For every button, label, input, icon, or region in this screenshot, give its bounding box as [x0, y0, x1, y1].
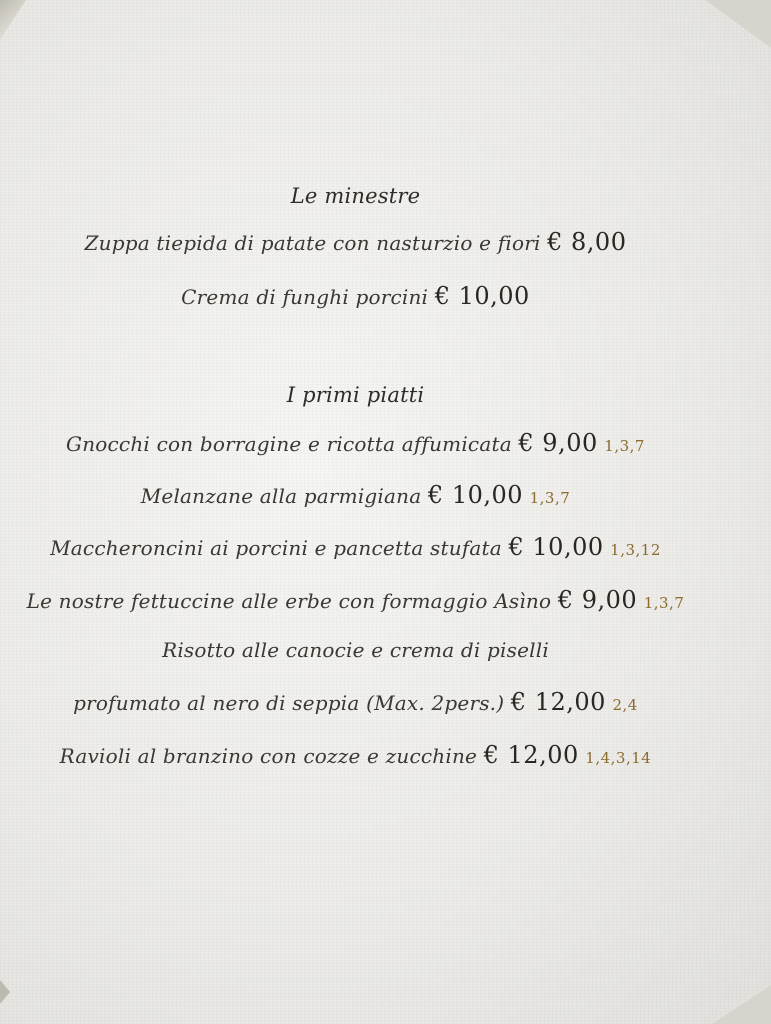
- menu-item: [0, 429, 711, 457]
- dish-price: € 10,00: [508, 533, 604, 561]
- dish-price: € 10,00: [434, 282, 530, 310]
- dish-name: Gnocchi con borragine e ricotta affumicata: [66, 432, 512, 456]
- menu-item: [0, 282, 711, 310]
- dish-name: Maccheroncini ai porcini e pancetta stufata: [50, 536, 502, 560]
- menu-item: [0, 688, 711, 716]
- dish-name: Le nostre fettuccine alle erbe con formaggio Asìno: [26, 589, 552, 613]
- dish-name: profumato al nero di seppia (Max. 2pers.): [73, 691, 505, 715]
- allergen-codes: 1,3,7: [604, 437, 645, 455]
- allergen-codes: 1,3,12: [610, 541, 661, 559]
- section-heading-minestre: Le minestre: [290, 184, 421, 208]
- dish-name: Crema di funghi porcini: [181, 285, 429, 309]
- allergen-codes: 1,3,7: [643, 594, 685, 612]
- section-heading-primi: I primi piatti: [286, 383, 425, 407]
- menu-item: [0, 586, 711, 614]
- menu-item: [0, 533, 711, 561]
- dish-name: Ravioli al branzino con cozze e zucchine: [59, 744, 478, 768]
- dish-price: € 9,00: [557, 586, 638, 614]
- menu-item: [0, 741, 711, 769]
- menu-item: [0, 228, 711, 256]
- dish-name: Zuppa tiepida di patate con nasturzio e fiori: [84, 231, 541, 255]
- dish-price: € 12,00: [510, 688, 606, 716]
- allergen-codes: 2,4: [612, 696, 638, 714]
- dish-name: Melanzane alla parmigiana: [140, 484, 422, 508]
- menu-item: [0, 638, 711, 662]
- dish-price: € 12,00: [483, 741, 579, 769]
- dish-name: Risotto alle canocie e crema di piselli: [162, 638, 549, 662]
- dish-price: € 8,00: [547, 228, 627, 256]
- dish-price: € 10,00: [427, 481, 524, 509]
- dish-price: € 9,00: [518, 429, 598, 457]
- menu-item: [0, 481, 711, 509]
- allergen-codes: 1,3,7: [529, 489, 571, 507]
- allergen-codes: 1,4,3,14: [585, 749, 652, 767]
